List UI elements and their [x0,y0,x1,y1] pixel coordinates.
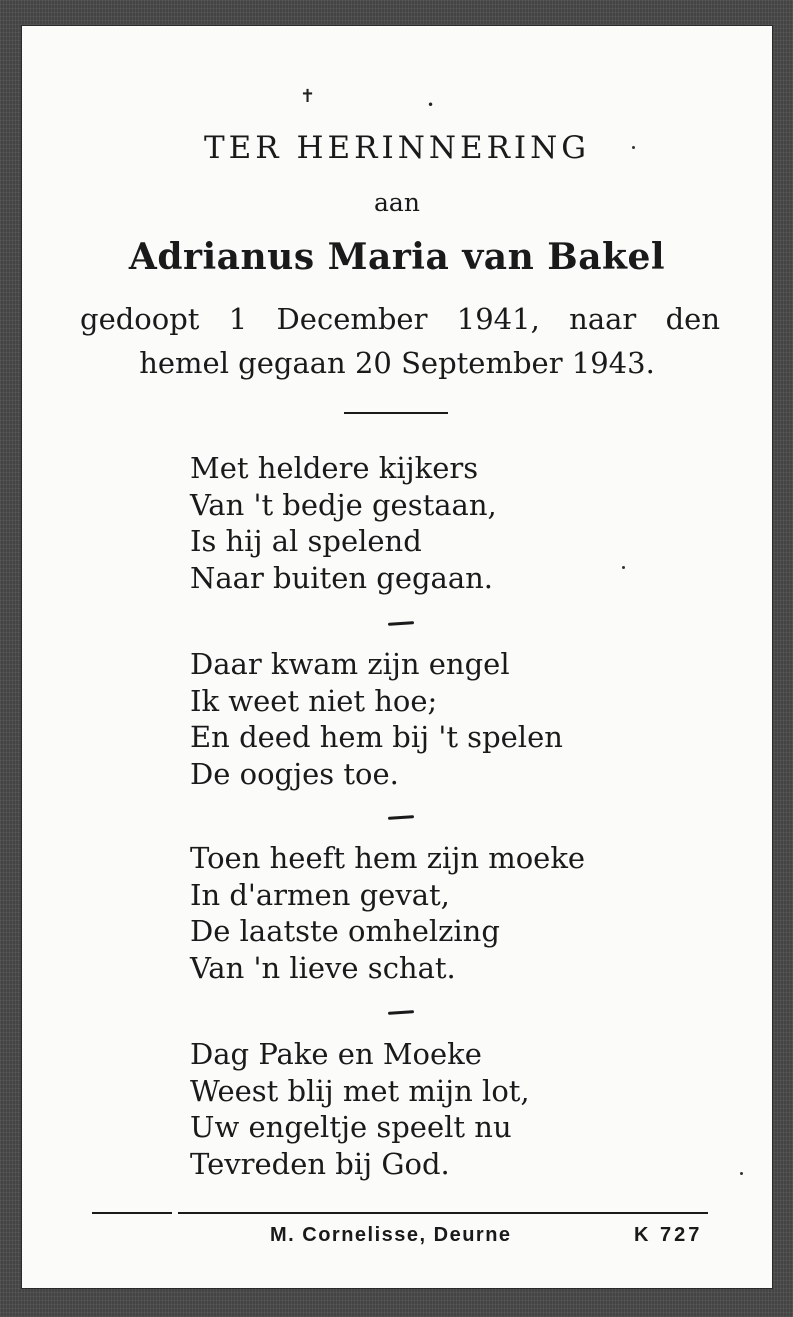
poem-line: Uw engeltje speelt nu [190,1110,512,1144]
poem-line: Daar kwam zijn engel [190,647,510,681]
memorial-card [22,26,772,1288]
card-aan: aan [374,188,420,217]
scan-speck [622,566,625,569]
title-divider [344,412,448,414]
small-dot-icon: • [427,98,435,112]
dates-line-2: hemel gegaan 20 September 1943. [139,346,655,380]
poem-stanza-4 [190,1036,530,1182]
scan-speck [632,146,635,149]
poem-line: Weest blij met mijn lot, [190,1073,530,1108]
poem-line: Van 'n lieve schat. [190,950,456,985]
dates-line-1: gedoopt 1 December 1941, naar den [80,302,720,336]
poem-stanza-1 [190,450,497,596]
footer-rule-left [92,1212,172,1214]
stanza-divider [388,1010,414,1015]
poem-line: Dag Pake en Moeke [190,1037,482,1071]
footer-rule-right [178,1212,708,1214]
poem-line: Ik weet niet hoe; [190,683,438,718]
poem-line: Van 't bedje gestaan, [190,487,497,522]
poem-line: Is hij al spelend [190,524,422,558]
deceased-name: Adrianus Maria van Bakel [128,236,666,278]
printer-credit: M. Cornelisse, Deurne [270,1224,512,1246]
stanza-divider [388,621,414,626]
card-code: K 727 [634,1224,703,1246]
poem-line: De laatste omhelzing [190,914,500,948]
poem-line: Toen heeft hem zijn moeke [190,841,586,875]
cross-ornament-icon: ✝ [300,86,316,107]
scan-speck [740,1172,743,1175]
card-heading: TER HERINNERING [203,130,591,166]
poem-line: In d'armen gevat, [190,877,450,912]
poem-stanza-3 [190,840,585,986]
poem-line: Naar buiten gegaan. [190,560,494,595]
poem-line: Met heldere kijkers [190,451,479,485]
poem-stanza-2 [190,646,563,792]
poem-line: De oogjes toe. [190,756,399,791]
poem-line: Tevreden bij God. [190,1146,450,1181]
poem-line: En deed hem bij 't spelen [190,720,563,754]
stanza-divider [388,815,414,820]
